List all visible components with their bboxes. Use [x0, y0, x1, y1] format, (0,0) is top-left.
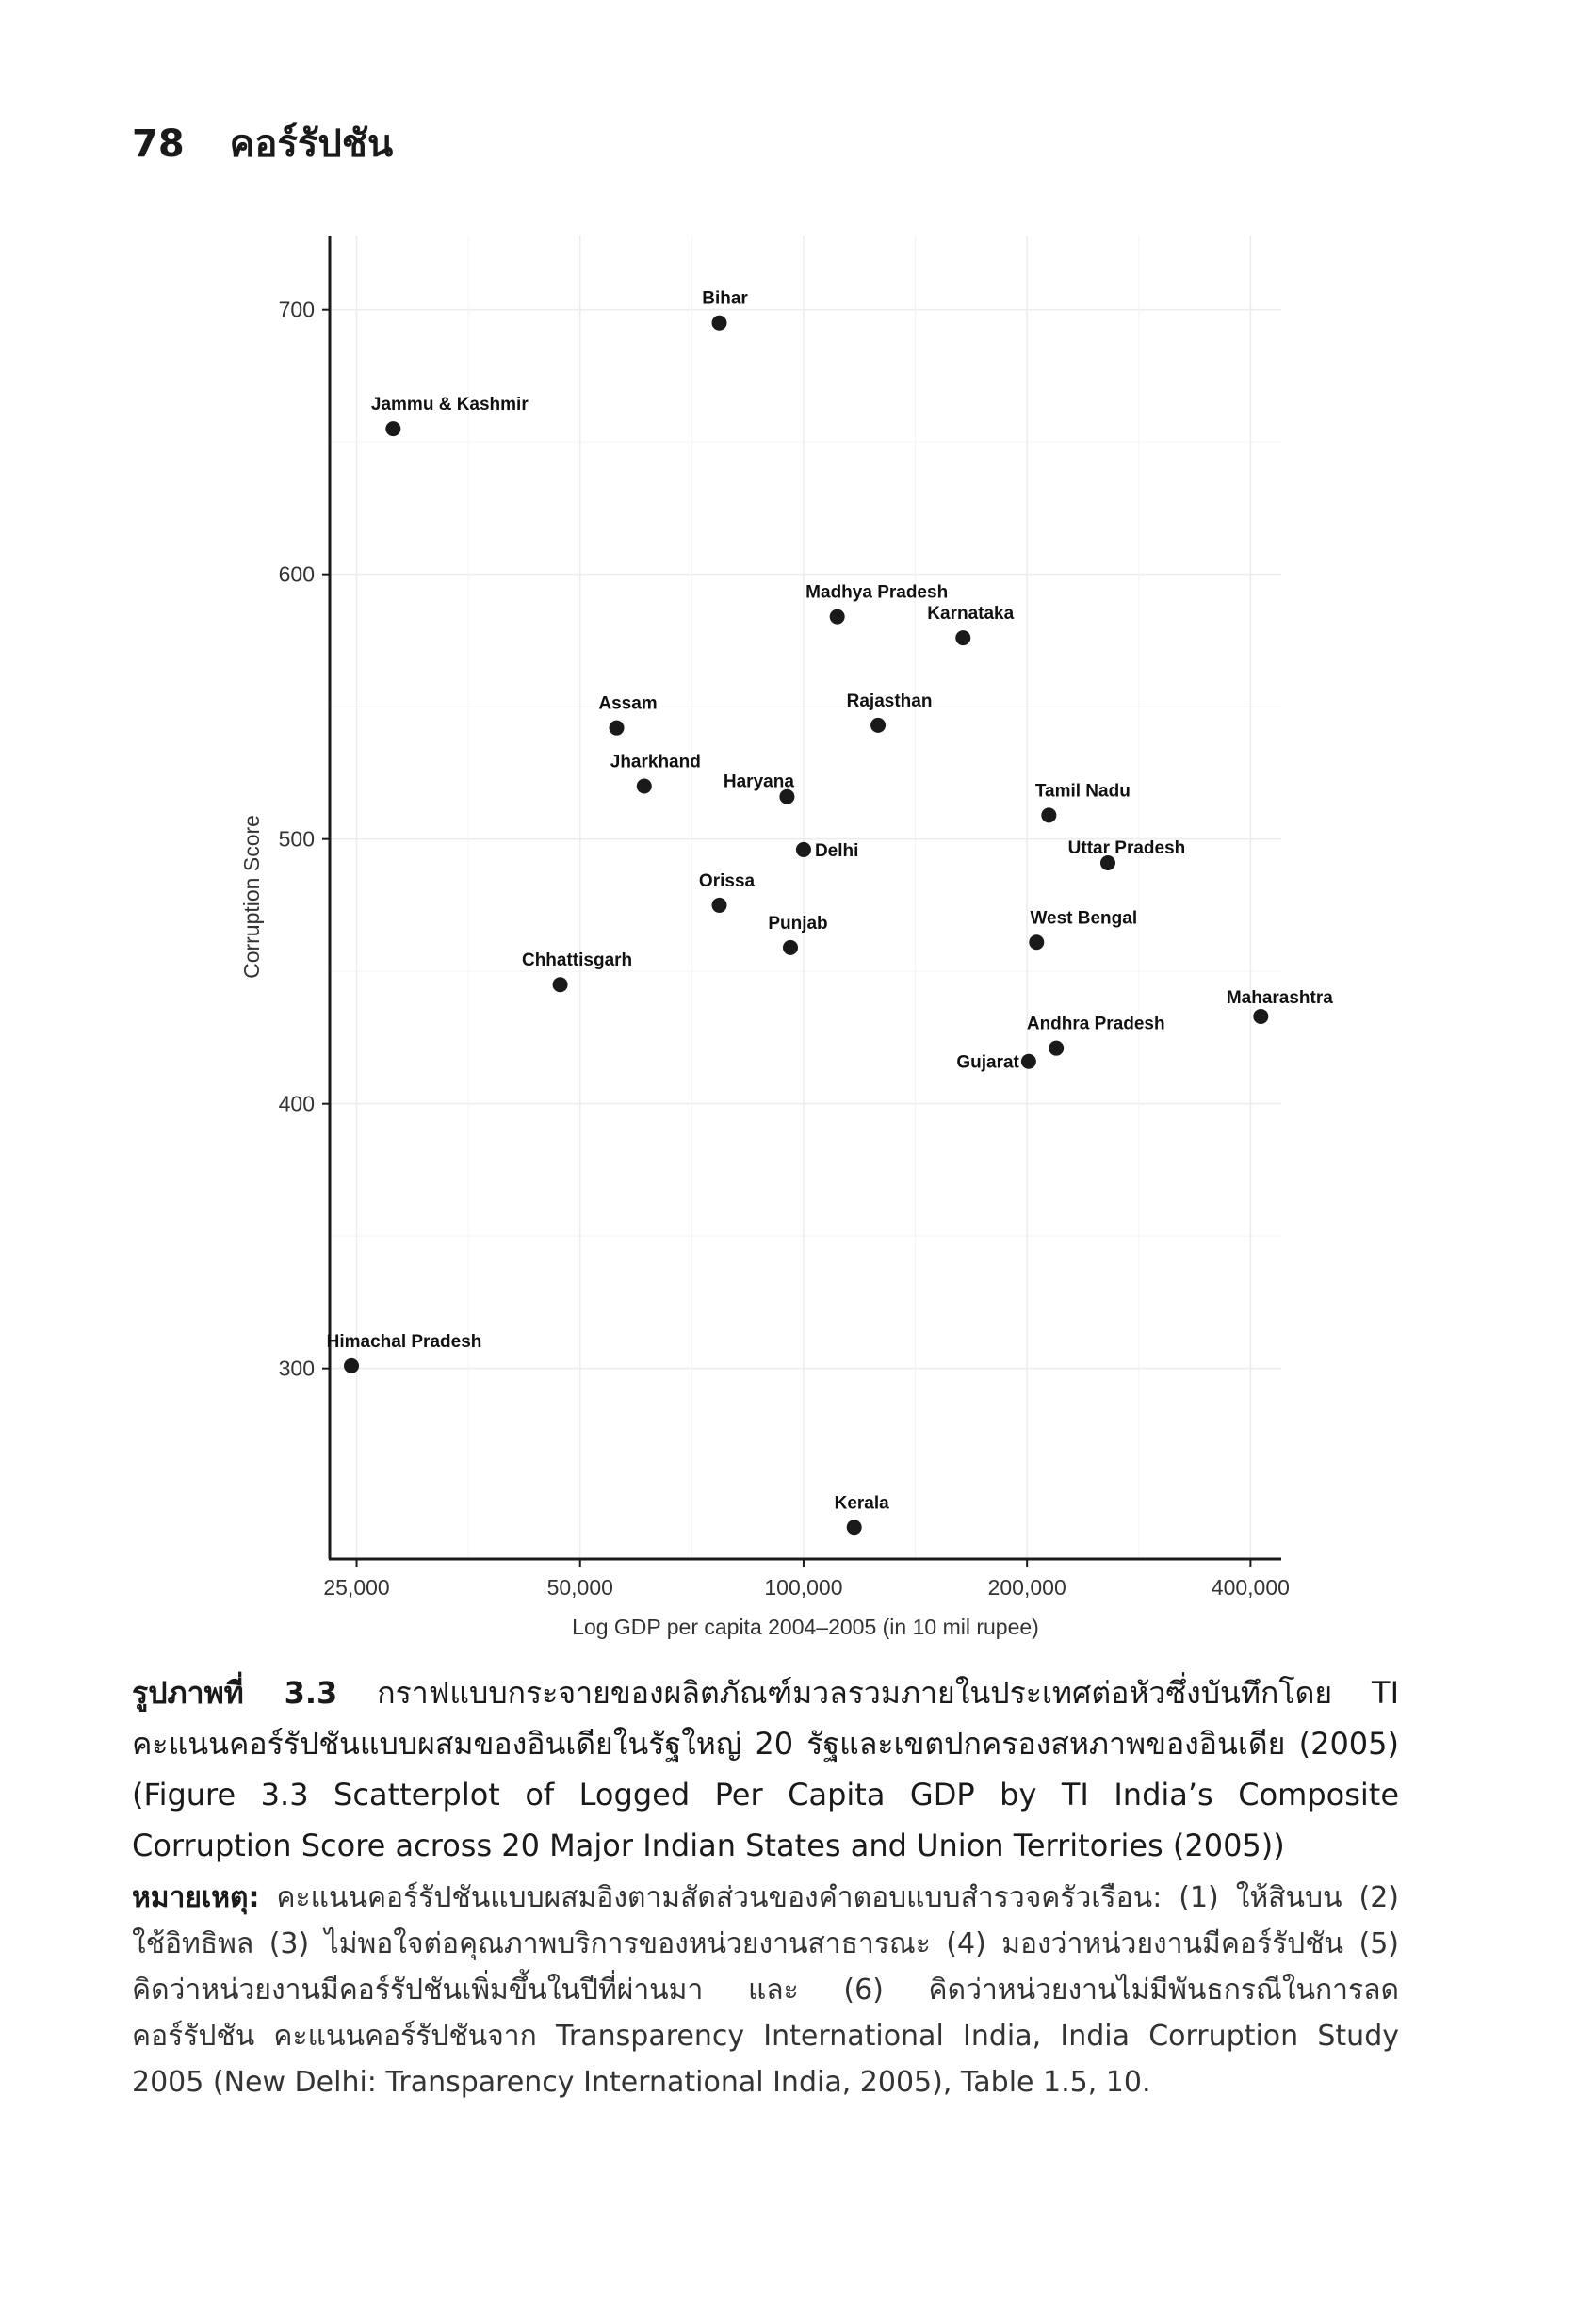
data-point — [1041, 807, 1056, 822]
x-tick-label: 50,000 — [546, 1575, 613, 1600]
data-point — [553, 977, 568, 992]
data-point — [610, 721, 625, 736]
data-point — [1029, 934, 1044, 950]
gridlines — [330, 236, 1281, 1559]
data-point — [783, 940, 798, 955]
data-point-label: Punjab — [768, 913, 828, 934]
data-point-label: Himachal Pradesh — [326, 1331, 482, 1352]
data-point-label: Karnataka — [927, 604, 1015, 625]
data-point-label: Haryana — [723, 772, 794, 792]
data-point — [830, 609, 845, 625]
note-text: คะแนนคอร์รัปชันแบบผสมอิงตามสัดส่วนของคำตอบแบบสำรวจครัวเรือน: (1) ให้สินบน (2) ใช้อิทธิพล (3) ไม่พอใจต่อคุณภาพบริการของหน่วยงานสาธารณะ (4) มองว่าหน่วยงานมีคอร์รัปชัน (5) คิดว่าหน่วยงานมีคอร์รัปชันเพิ่มขึ้นในปีที่ผ่านมา และ (6) คิดว่าหน่วยงานไม่มีพันธกรณีในการลดคอร์รัปชัน คะแนนคอร์รัปชันจาก Transparency International India, India Corruption Study 2005 (New Delhi: Transparency International India, 2005), Table 1.5, 10. — [132, 1881, 1399, 2099]
note-prefix: หมายเหตุ: — [132, 1881, 260, 1914]
data-point-label: Bihar — [702, 288, 748, 309]
y-tick-label: 400 — [278, 1091, 315, 1116]
y-tick-label: 700 — [278, 297, 315, 322]
data-point — [1021, 1054, 1036, 1069]
data-point-label: Jammu & Kashmir — [370, 395, 529, 415]
data-point-label: Maharashtra — [1226, 987, 1333, 1008]
data-point — [344, 1358, 359, 1373]
point-labels — [327, 289, 1334, 1514]
data-point-label: Chhattisgarh — [521, 951, 633, 971]
page-number: 78 — [132, 122, 185, 166]
x-tick-label: 400,000 — [1211, 1575, 1290, 1600]
y-tick-label: 500 — [278, 826, 315, 852]
data-point — [385, 421, 400, 436]
data-point-label: Madhya Pradesh — [805, 582, 949, 603]
data-point-label: Uttar Pradesh — [1067, 837, 1186, 858]
data-point-label: Assam — [598, 693, 658, 714]
book-title: คอร์รัปชัน — [229, 122, 394, 166]
data-point — [1253, 1009, 1268, 1024]
data-point-label: Andhra Pradesh — [1026, 1014, 1165, 1034]
x-axis-title: Log GDP per capita 2004–2005 (in 10 mil rupee) — [572, 1615, 1039, 1639]
data-point-label: West Bengal — [1030, 908, 1138, 929]
data-point-label: Orissa — [698, 870, 756, 891]
caption-prefix: รูปภาพที่ 3.3 — [132, 1675, 338, 1711]
y-axis-title: Corruption Score — [239, 815, 264, 979]
x-tick-label: 100,000 — [764, 1575, 843, 1600]
data-point — [796, 842, 811, 857]
caption-text: กราฟแบบกระจายของผลิตภัณฑ์มวลรวมภายในประเทศต่อหัวซึ่งบันทึกโดย TI คะแนนคอร์รัปชันแบบผสมของอินเดียในรัฐใหญ่ 20 รัฐและเขตปกครองสหภาพของอินเดีย (2005) (Figure 3.3 Scatterplot of Logged Per Capita GDP by TI India’s Composite Corruption Score across 20 Major Indian States and Union Territories (2005)) — [132, 1675, 1400, 1863]
data-point-label: Tamil Nadu — [1034, 781, 1131, 802]
figure-caption — [132, 1667, 1399, 1871]
figure-note — [132, 1875, 1399, 2105]
data-point — [955, 630, 970, 645]
data-point — [1049, 1041, 1064, 1056]
data-point — [712, 898, 727, 913]
data-point-label: Jharkhand — [610, 752, 701, 772]
data-point — [870, 718, 886, 733]
data-point — [712, 316, 727, 331]
data-point — [847, 1520, 862, 1535]
data-point-label: Delhi — [814, 840, 859, 861]
data-point-label: Kerala — [834, 1493, 889, 1514]
y-tick-label: 600 — [278, 561, 315, 587]
data-point — [637, 778, 652, 793]
data-point-label: Gujarat — [956, 1052, 1019, 1073]
x-tick-label: 200,000 — [987, 1575, 1066, 1600]
data-point-label: Rajasthan — [846, 691, 933, 711]
y-tick-label: 300 — [278, 1356, 315, 1381]
x-tick-label: 25,000 — [323, 1575, 390, 1600]
